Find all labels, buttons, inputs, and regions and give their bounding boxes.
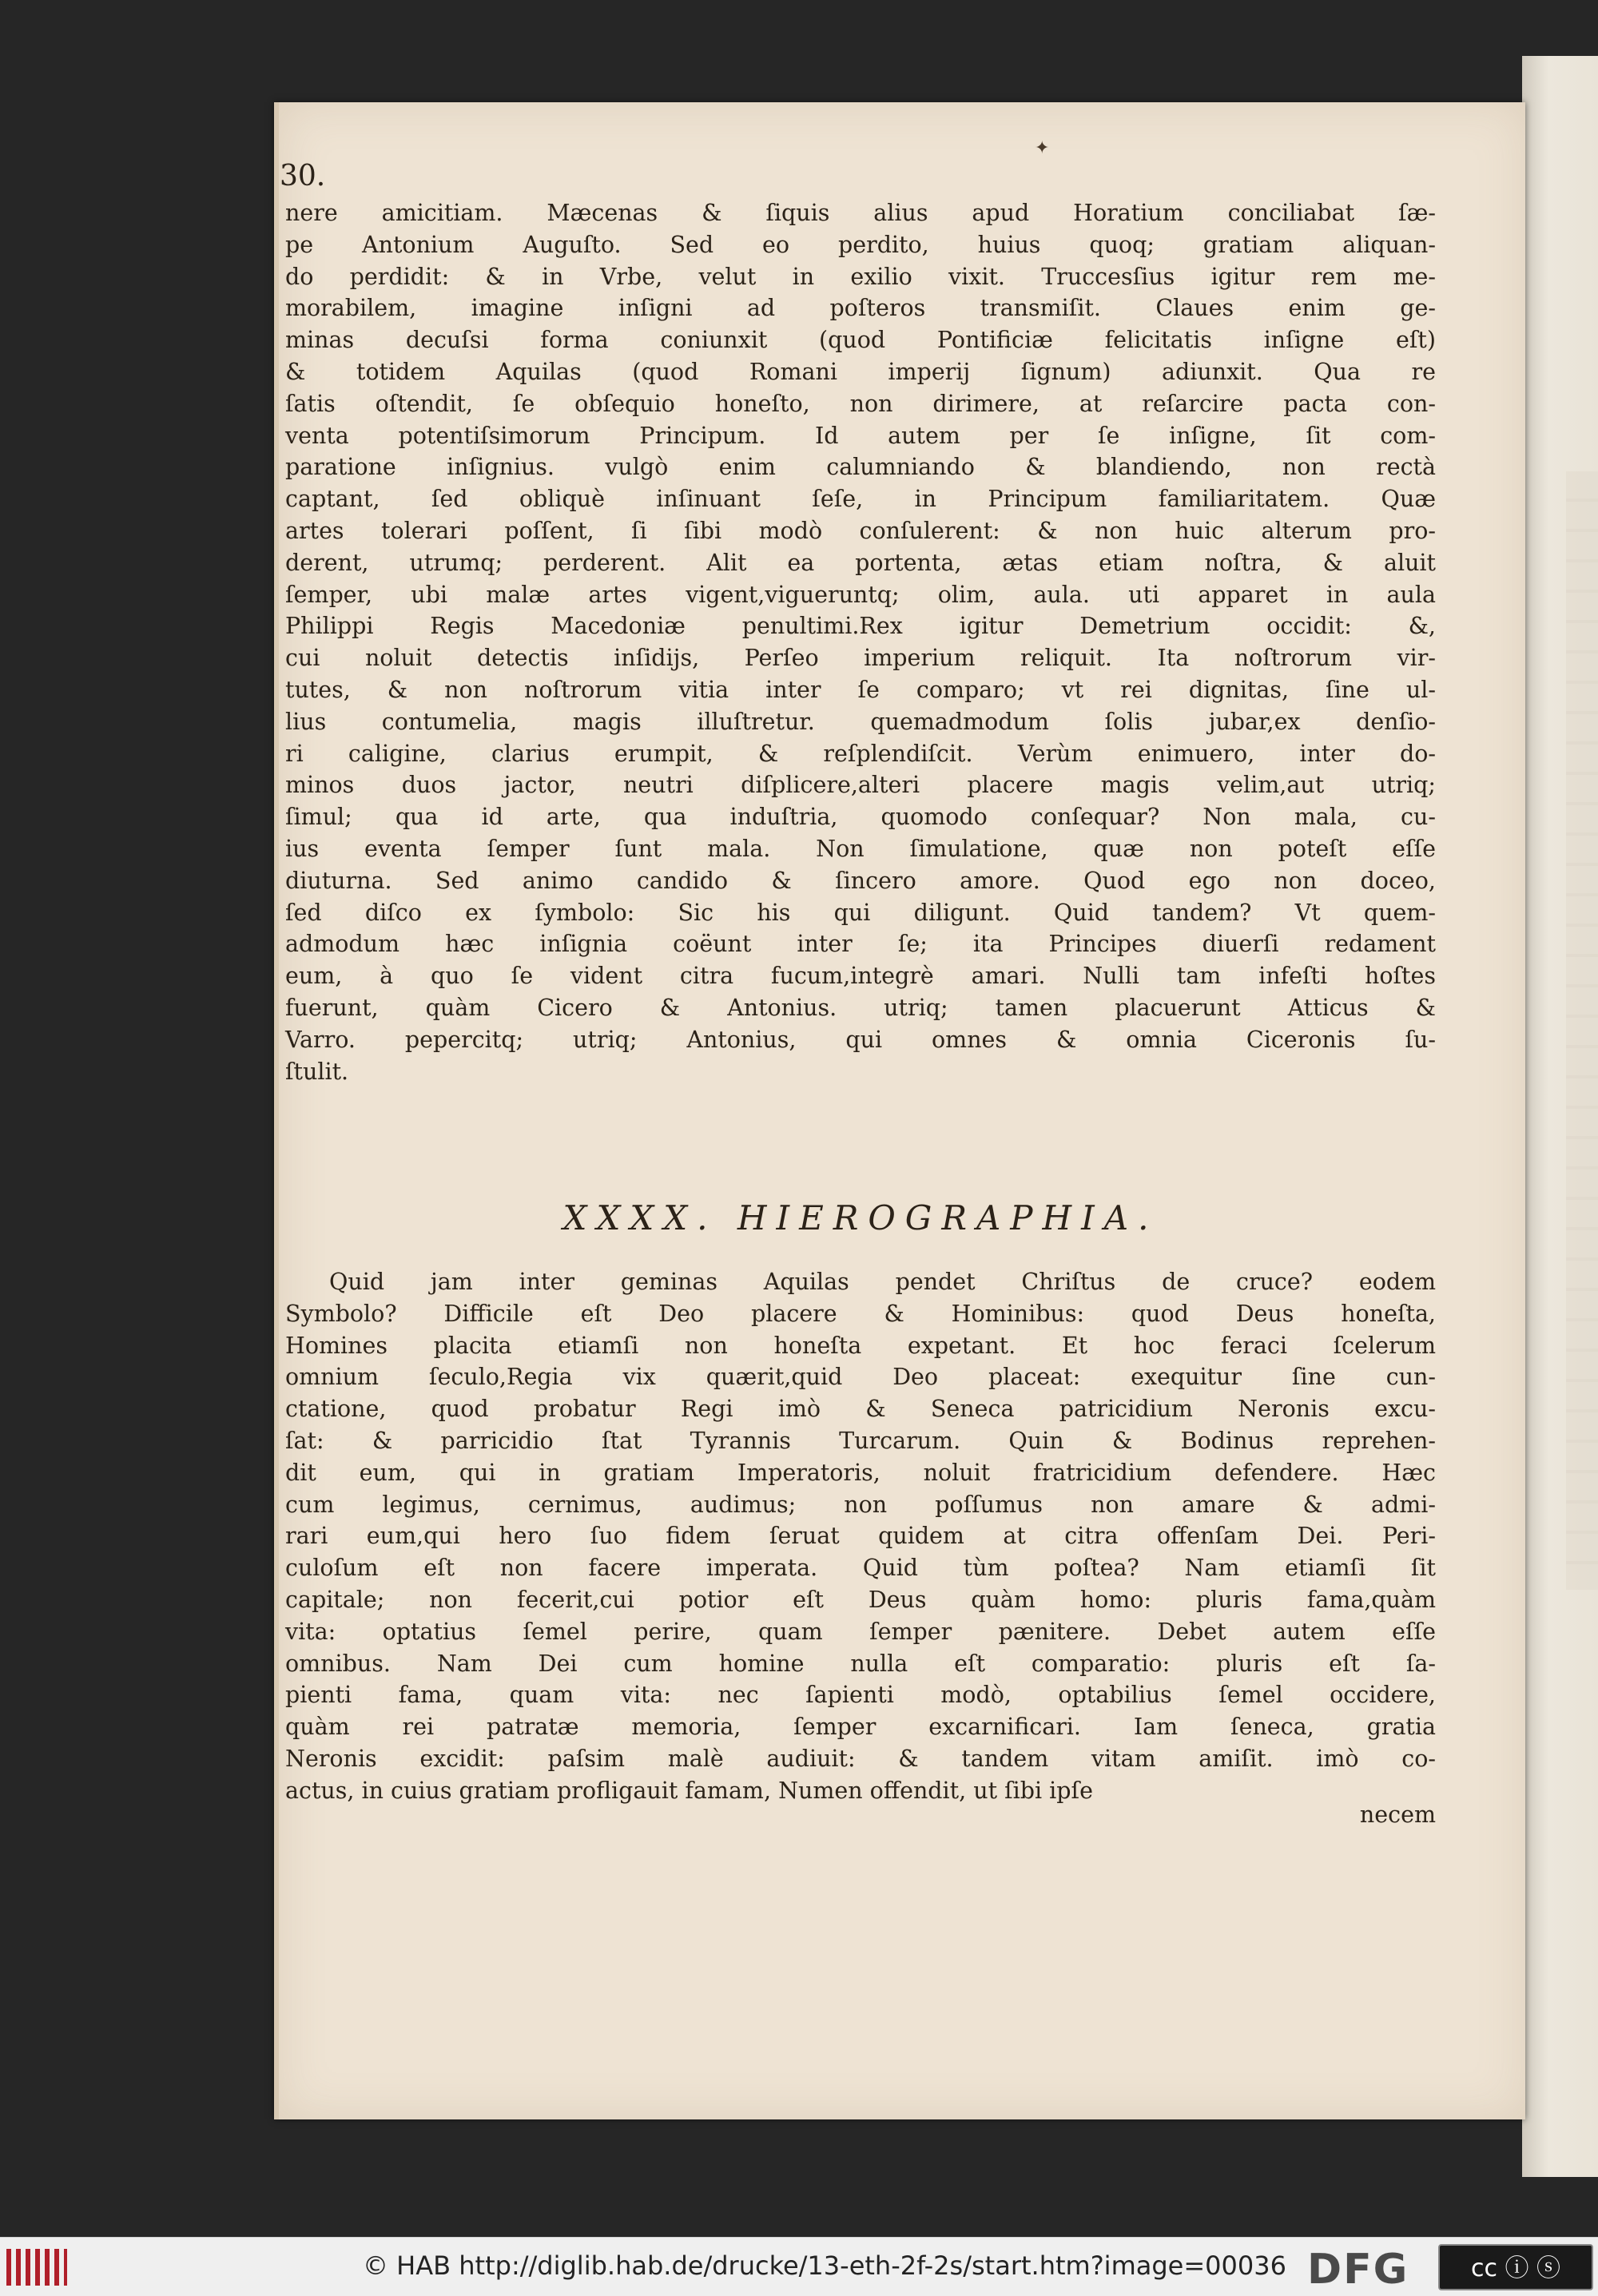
cc-license-badge[interactable]: cc ⓘ ⓢ — [1438, 2244, 1593, 2290]
text-line: ius eventa ſemper ſunt mala. Non ſimulatione, quæ non poteſt eſſe — [285, 835, 1436, 862]
text-line: Varro. pepercitq; utriq; Antonius, qui omnes & omnia Ciceronis ſu- — [285, 1026, 1436, 1053]
text-line: minas decuſsi forma coniunxit (quod Pontificiæ felicitatis inſigne eſt) — [285, 327, 1436, 354]
text-line: actus, in cuius gratiam profligauit famam, Numen offendit, ut ſibi ipſe — [285, 1777, 1093, 1804]
text-line: Homines placita etiamſi non honeſta expetant. Et hoc feraci ſcelerum — [285, 1332, 1436, 1359]
printer-ornament-icon: ✦ — [1035, 138, 1050, 158]
text-line: captant, ſed obliquè inſinuant ſeſe, in Principum familiaritatem. Quæ — [285, 486, 1436, 513]
text-line: admodum hæc inſignia coëunt inter ſe; ita Principes diuerſi redament — [285, 931, 1436, 958]
text-line: tutes, & non noſtrorum vitia inter ſe comparo; vt rei dignitas, ſine ul- — [285, 676, 1436, 703]
text-line: do perdidit: & in Vrbe, velut in exilio vixit. Truccesſius igitur rem me- — [285, 263, 1436, 290]
text-line: ri caligine, clarius erumpit, & reſplendiſcit. Verùm enimuero, inter do- — [285, 740, 1436, 767]
text-line: artes tolerari poſſent, ſi ſibi modò conſulerent: & non huic alterum pro- — [285, 517, 1436, 544]
text-line: ſemper, ubi malæ artes vigent,vigueruntq; olim, aula. uti apparet in aula — [285, 581, 1436, 608]
text-line: Symbolo? Difficile eſt Deo placere & Hominibus: quod Deus honeſta, — [285, 1300, 1436, 1327]
dfg-logo: DFG — [1307, 2246, 1409, 2294]
text-line: diuturna. Sed animo candido & ſincero amore. Quod ego non doceo, — [285, 867, 1436, 894]
text-line: eum, à quo ſe vident citra fucum,integrè amari. Nulli tam infeſti hoſtes — [285, 963, 1436, 990]
page-number: 30. — [280, 160, 326, 193]
text-line: morabilem, imagine inſigni ad poſteros transmiſit. Claues enim ge- — [285, 295, 1436, 322]
text-line: capitale; non fecerit,cui potior eſt Deus quàm homo: pluris fama,quàm — [285, 1586, 1436, 1613]
text-line: vita: optatius ſemel perire, quam ſemper pænitere. Debet autem eſſe — [285, 1618, 1436, 1645]
text-line: pienti fama, quam vita: nec ſapienti modò, optabilius ſemel occidere, — [285, 1682, 1436, 1709]
text-line: dit eum, qui in gratiam Imperatoris, noluit fratricidium defendere. Hæc — [285, 1459, 1436, 1486]
viewer-footer — [0, 2237, 1598, 2296]
text-line: omnibus. Nam Dei cum homine nulla eſt comparatio: pluris eſt ſa- — [285, 1650, 1436, 1677]
text-line: paratione inſignius. vulgò enim calumniando & blandiendo, non rectà — [285, 454, 1436, 481]
text-line: ſed diſco ex ſymbolo: Sic his qui diligunt. Quid tandem? Vt quem- — [285, 899, 1436, 926]
text-line: venta potentiſsimorum Principum. Id autem per ſe inſigne, ſit com- — [285, 422, 1436, 449]
section-heading: XXXX. HIEROGRAPHIA. — [562, 1198, 1159, 1237]
copyright-url[interactable]: © HAB http://diglib.hab.de/drucke/13-eth-2f-2s/start.htm?image=00036 — [363, 2250, 1286, 2281]
text-line: ſat: & parricidio ſtat Tyrannis Turcarum. Quin & Bodinus reprehen- — [285, 1427, 1436, 1454]
text-line: lius contumelia, magis illuſtretur. quemadmodum ſolis jubar,ex denſio- — [285, 708, 1436, 735]
text-line: quàm rei patratæ memoria, ſemper excarnificari. Iam ſeneca, gratia — [285, 1714, 1436, 1741]
main-text-block — [285, 197, 1436, 1087]
text-line: Neronis excidit: paſsim malè audiuit: & tandem vitam amiſit. imò co- — [285, 1745, 1436, 1772]
text-line: Quid jam inter geminas Aquilas pendet Chriſtus de cruce? eodem — [329, 1269, 1436, 1295]
text-line: culoſum eſt non facere imperata. Quid tùm poſtea? Nam etiamſi ſit — [285, 1555, 1436, 1582]
text-line: minos duos jactor, neutri diſplicere,alteri placere magis velim,aut utriq; — [285, 772, 1436, 799]
adjacent-page-edge — [1522, 56, 1598, 2177]
text-line: cui noluit detectis inſidijs, Perſeo imperium reliquit. Ita noſtrorum vir- — [285, 645, 1436, 672]
text-line: ſtulit. — [285, 1058, 349, 1085]
text-line: nere amicitiam. Mæcenas & ſiquis alius apud Horatium conciliabat ſæ- — [285, 200, 1436, 226]
text-line: ctatione, quod probatur Regi imò & Seneca patricidium Neronis excu- — [285, 1396, 1436, 1423]
text-line: pe Antonium Auguſto. Sed eo perdito, huius quoq; gratiam aliquan- — [285, 231, 1436, 258]
text-line: ſatis oſtendit, ſe obſequio honeſto, non dirimere, at reſarcire pacta con- — [285, 390, 1436, 417]
text-line: ſimul; qua id arte, qua induſtria, quomodo conſequar? Non mala, cu- — [285, 804, 1436, 831]
text-line: cum legimus, cernimus, audimus; non poſſumus non amare & admi- — [285, 1491, 1436, 1518]
hab-logo-icon — [6, 2249, 67, 2286]
text-line: Philippi Regis Macedoniæ penultimi.Rex igitur Demetrium occidit: &, — [285, 613, 1436, 640]
text-line: fuerunt, quàm Cicero & Antonius. utriq; tamen placuerunt Atticus & — [285, 994, 1436, 1021]
section-text-block — [285, 1266, 1436, 1807]
text-line: & totidem Aquilas (quod Romani imperij ſignum) adiunxit. Qua re — [285, 358, 1436, 385]
text-line: rari eum,qui hero ſuo fidem ſeruat quidem at citra offenſam Dei. Peri- — [285, 1523, 1436, 1550]
text-line: derent, utrumq; perderent. Alit ea portenta, ætas etiam noſtra, & aluit — [285, 549, 1436, 576]
text-line: omnium ſeculo,Regia vix quærit,quid Deo placeat: exequitur ſine cun- — [285, 1364, 1436, 1391]
catchword: necem — [1359, 1801, 1436, 1828]
